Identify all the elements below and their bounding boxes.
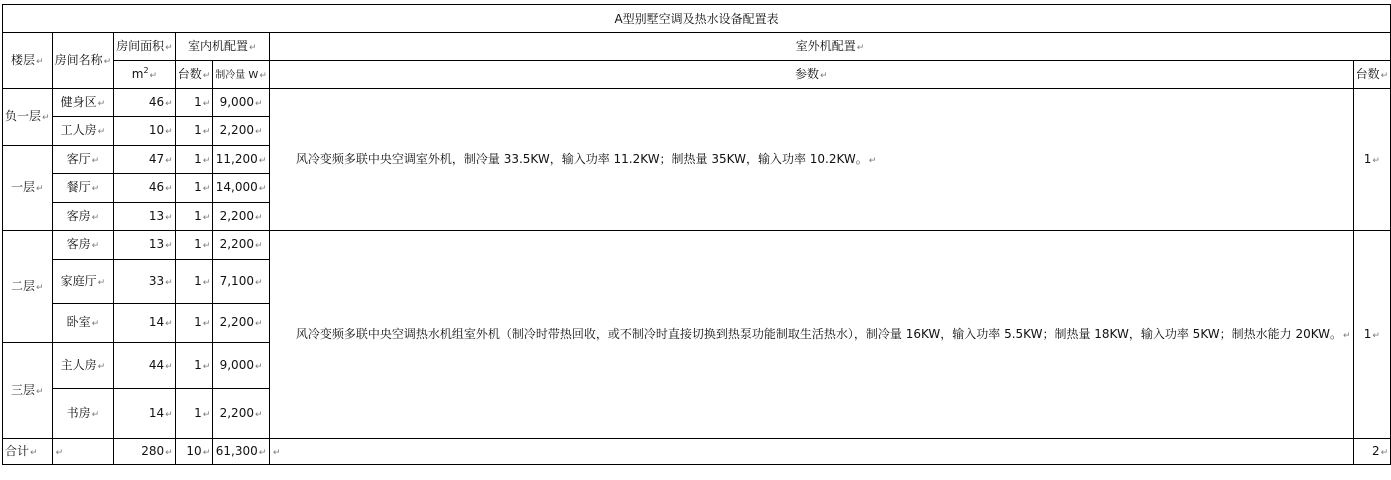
room-name-cell: 餐厅↵ bbox=[52, 174, 114, 203]
room-name-cell: 卧室↵ bbox=[52, 304, 114, 343]
total-count: 10↵ bbox=[175, 439, 213, 465]
count-cell: 1↵ bbox=[175, 203, 213, 231]
floor-cell: 二层↵ bbox=[3, 231, 53, 343]
area-cell: 46↵ bbox=[114, 174, 176, 203]
count-cell: 1↵ bbox=[175, 260, 213, 304]
header-indoor: 室内机配置↵ bbox=[175, 33, 269, 61]
total-params-empty: ↵ bbox=[269, 439, 1353, 465]
outdoor-count-1: 1↵ bbox=[1353, 89, 1391, 231]
table-row bbox=[3, 231, 1391, 260]
header-params: 参数↵ bbox=[269, 61, 1353, 89]
area-cell: 10↵ bbox=[114, 117, 176, 146]
area-cell: 13↵ bbox=[114, 231, 176, 260]
header-count-outdoor: 台数↵ bbox=[1353, 61, 1391, 89]
cooling-cell: 2,200↵ bbox=[213, 389, 270, 439]
header-floor: 楼层↵ bbox=[3, 33, 53, 89]
header-area-unit: $m^2↵$ bbox=[114, 61, 176, 89]
header-room-name: 房间名称↵ bbox=[52, 33, 114, 89]
room-name-cell: 家庭厅↵ bbox=[52, 260, 114, 304]
area-cell: 14↵ bbox=[114, 304, 176, 343]
cooling-cell: 2,200↵ bbox=[213, 203, 270, 231]
room-name-cell: 工人房↵ bbox=[52, 117, 114, 146]
area-cell: 14↵ bbox=[114, 389, 176, 439]
cooling-cell: 2,200↵ bbox=[213, 304, 270, 343]
count-cell: 1↵ bbox=[175, 231, 213, 260]
count-cell: 1↵ bbox=[175, 389, 213, 439]
config-table bbox=[2, 4, 1391, 465]
count-cell: 1↵ bbox=[175, 343, 213, 389]
count-cell: 1↵ bbox=[175, 89, 213, 117]
header-outdoor: 室外机配置↵ bbox=[269, 33, 1390, 61]
total-room-empty: ↵ bbox=[52, 439, 114, 465]
count-cell: 1↵ bbox=[175, 146, 213, 174]
room-name-cell: 客房↵ bbox=[52, 231, 114, 260]
room-name-cell: 书房↵ bbox=[52, 389, 114, 439]
header-cooling: 制冷量 W↵ bbox=[213, 61, 270, 89]
cooling-cell: 2,200↵ bbox=[213, 231, 270, 260]
cooling-cell: 11,200↵ bbox=[213, 146, 270, 174]
total-count-outdoor: 2↵ bbox=[1353, 439, 1391, 465]
cooling-cell: 2,200↵ bbox=[213, 117, 270, 146]
room-name-cell: 主人房↵ bbox=[52, 343, 114, 389]
header-area: 房间面积↵ bbox=[114, 33, 176, 61]
room-name-cell: 健身区↵ bbox=[52, 89, 114, 117]
area-cell: 13↵ bbox=[114, 203, 176, 231]
room-name-cell: 客厅↵ bbox=[52, 146, 114, 174]
count-cell: 1↵ bbox=[175, 117, 213, 146]
header-count: 台数↵ bbox=[175, 61, 213, 89]
total-label: 合计↵ bbox=[3, 439, 53, 465]
total-area: 280↵ bbox=[114, 439, 176, 465]
area-cell: 33↵ bbox=[114, 260, 176, 304]
cooling-cell: 7,100↵ bbox=[213, 260, 270, 304]
table-title: A型别墅空调及热水设备配置表 bbox=[3, 5, 1391, 33]
floor-cell: 一层↵ bbox=[3, 146, 53, 231]
room-name-cell: 客房↵ bbox=[52, 203, 114, 231]
cooling-cell: 14,000↵ bbox=[213, 174, 270, 203]
area-cell: 47↵ bbox=[114, 146, 176, 174]
outdoor-params-2: 风冷变频多联中央空调热水机组室外机（制冷时带热回收，或不制冷时直接切换到热泵功能制取生活热水），制冷量 16KW，输入功率 5.5KW；制热量 18KW，输入功率 5KW；制热水能力 20KW。↵ bbox=[269, 231, 1353, 439]
area-cell: 46↵ bbox=[114, 89, 176, 117]
total-cooling: 61,300↵ bbox=[213, 439, 270, 465]
total-row bbox=[3, 439, 1391, 465]
floor-cell: 三层↵ bbox=[3, 343, 53, 439]
cooling-cell: 9,000↵ bbox=[213, 343, 270, 389]
count-cell: 1↵ bbox=[175, 304, 213, 343]
count-cell: 1↵ bbox=[175, 174, 213, 203]
floor-cell: 负一层↵ bbox=[3, 89, 53, 146]
outdoor-params-1: 风冷变频多联中央空调室外机，制冷量 33.5KW，输入功率 11.2KW；制热量 35KW，输入功率 10.2KW。↵ bbox=[269, 89, 1353, 231]
outdoor-count-2: 1↵ bbox=[1353, 231, 1391, 439]
area-cell: 44↵ bbox=[114, 343, 176, 389]
cooling-cell: 9,000↵ bbox=[213, 89, 270, 117]
table-row bbox=[3, 89, 1391, 117]
